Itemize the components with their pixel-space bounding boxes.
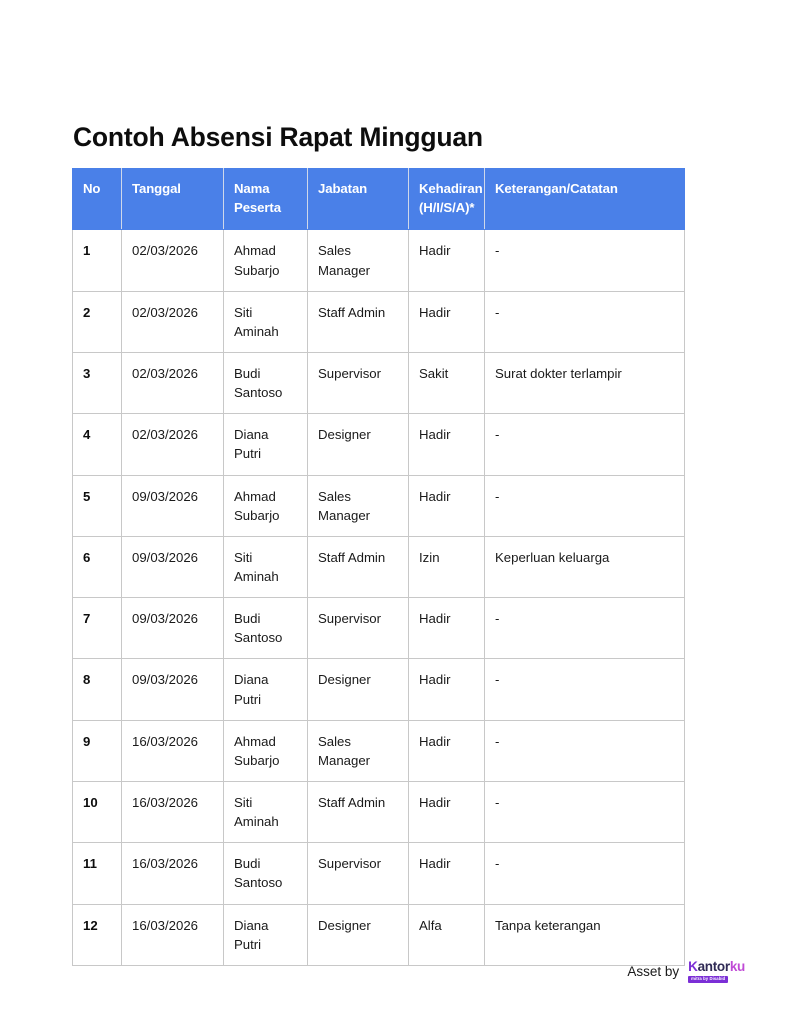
cell-kehadiran: Hadir xyxy=(409,659,485,720)
cell-tanggal: 16/03/2026 xyxy=(122,720,224,781)
cell-jabatan: Sales Manager xyxy=(308,720,409,781)
table-header-row xyxy=(73,169,685,230)
cell-no: 8 xyxy=(73,659,122,720)
cell-tanggal: 09/03/2026 xyxy=(122,598,224,659)
table-row xyxy=(73,414,685,475)
cell-no: 7 xyxy=(73,598,122,659)
cell-tanggal: 16/03/2026 xyxy=(122,782,224,843)
cell-tanggal: 16/03/2026 xyxy=(122,843,224,904)
cell-no: 6 xyxy=(73,536,122,597)
cell-kehadiran: Alfa xyxy=(409,904,485,965)
cell-no: 4 xyxy=(73,414,122,475)
cell-kehadiran: Hadir xyxy=(409,598,485,659)
cell-jabatan: Designer xyxy=(308,414,409,475)
brand-text-ku: ku xyxy=(729,959,745,974)
cell-tanggal: 02/03/2026 xyxy=(122,414,224,475)
cell-keterangan: Surat dokter terlampir xyxy=(485,353,685,414)
column-header-kehadiran: Kehadiran (H/I/S/A)* xyxy=(409,169,485,230)
table-row xyxy=(73,659,685,720)
cell-tanggal: 09/03/2026 xyxy=(122,659,224,720)
cell-nama: Siti Aminah xyxy=(224,536,308,597)
cell-nama: Ahmad Subarjo xyxy=(224,475,308,536)
cell-kehadiran: Hadir xyxy=(409,414,485,475)
table-row xyxy=(73,536,685,597)
cell-nama: Siti Aminah xyxy=(224,291,308,352)
cell-no: 10 xyxy=(73,782,122,843)
table-row xyxy=(73,843,685,904)
cell-no: 1 xyxy=(73,230,122,291)
cell-keterangan: - xyxy=(485,291,685,352)
cell-no: 9 xyxy=(73,720,122,781)
column-header-keterangan: Keterangan/Catatan xyxy=(485,169,685,230)
table-header xyxy=(73,169,685,230)
cell-keterangan: - xyxy=(485,475,685,536)
table-row xyxy=(73,598,685,659)
cell-jabatan: Sales Manager xyxy=(308,475,409,536)
cell-nama: Diana Putri xyxy=(224,414,308,475)
attendance-table xyxy=(72,168,685,966)
cell-kehadiran: Hadir xyxy=(409,843,485,904)
cell-jabatan: Staff Admin xyxy=(308,291,409,352)
cell-no: 11 xyxy=(73,843,122,904)
cell-tanggal: 02/03/2026 xyxy=(122,353,224,414)
cell-jabatan: Supervisor xyxy=(308,353,409,414)
cell-nama: Ahmad Subarjo xyxy=(224,230,308,291)
cell-jabatan: Sales Manager xyxy=(308,230,409,291)
cell-kehadiran: Izin xyxy=(409,536,485,597)
column-header-no: No xyxy=(73,169,122,230)
cell-tanggal: 09/03/2026 xyxy=(122,536,224,597)
cell-keterangan: - xyxy=(485,659,685,720)
cell-tanggal: 09/03/2026 xyxy=(122,475,224,536)
page-title: Contoh Absensi Rapat Mingguan xyxy=(73,121,483,152)
column-header-jabatan: Jabatan xyxy=(308,169,409,230)
brand-tagline: mitra by Disabid xyxy=(688,976,728,983)
kantorku-logo xyxy=(688,960,745,983)
cell-keterangan: - xyxy=(485,598,685,659)
column-header-nama: Nama Peserta xyxy=(224,169,308,230)
table-body xyxy=(73,230,685,965)
column-header-tanggal: Tanggal xyxy=(122,169,224,230)
cell-jabatan: Supervisor xyxy=(308,843,409,904)
table-row xyxy=(73,230,685,291)
cell-keterangan: Tanpa keterangan xyxy=(485,904,685,965)
attendance-table-container xyxy=(72,168,684,966)
cell-keterangan: - xyxy=(485,720,685,781)
cell-jabatan: Designer xyxy=(308,904,409,965)
cell-no: 12 xyxy=(73,904,122,965)
table-row xyxy=(73,475,685,536)
footer xyxy=(627,960,745,983)
cell-no: 3 xyxy=(73,353,122,414)
cell-nama: Ahmad Subarjo xyxy=(224,720,308,781)
cell-jabatan: Supervisor xyxy=(308,598,409,659)
table-row xyxy=(73,720,685,781)
cell-no: 5 xyxy=(73,475,122,536)
cell-kehadiran: Hadir xyxy=(409,475,485,536)
footer-asset-label: Asset by xyxy=(627,963,680,979)
cell-keterangan: Keperluan keluarga xyxy=(485,536,685,597)
cell-nama: Budi Santoso xyxy=(224,598,308,659)
table-row xyxy=(73,291,685,352)
table-row xyxy=(73,782,685,843)
cell-keterangan: - xyxy=(485,782,685,843)
cell-keterangan: - xyxy=(485,843,685,904)
cell-kehadiran: Hadir xyxy=(409,782,485,843)
cell-nama: Budi Santoso xyxy=(224,843,308,904)
cell-jabatan: Staff Admin xyxy=(308,536,409,597)
cell-tanggal: 02/03/2026 xyxy=(122,230,224,291)
cell-kehadiran: Hadir xyxy=(409,230,485,291)
brand-wordmark xyxy=(688,960,745,974)
cell-kehadiran: Hadir xyxy=(409,720,485,781)
cell-nama: Budi Santoso xyxy=(224,353,308,414)
cell-tanggal: 16/03/2026 xyxy=(122,904,224,965)
cell-nama: Siti Aminah xyxy=(224,782,308,843)
brand-letter-k: K xyxy=(688,959,698,974)
cell-kehadiran: Sakit xyxy=(409,353,485,414)
cell-tanggal: 02/03/2026 xyxy=(122,291,224,352)
brand-text-antor: antor xyxy=(697,959,730,974)
cell-kehadiran: Hadir xyxy=(409,291,485,352)
cell-nama: Diana Putri xyxy=(224,904,308,965)
table-row xyxy=(73,353,685,414)
cell-jabatan: Staff Admin xyxy=(308,782,409,843)
cell-no: 2 xyxy=(73,291,122,352)
cell-nama: Diana Putri xyxy=(224,659,308,720)
table-row xyxy=(73,904,685,965)
cell-jabatan: Designer xyxy=(308,659,409,720)
cell-keterangan: - xyxy=(485,414,685,475)
cell-keterangan: - xyxy=(485,230,685,291)
